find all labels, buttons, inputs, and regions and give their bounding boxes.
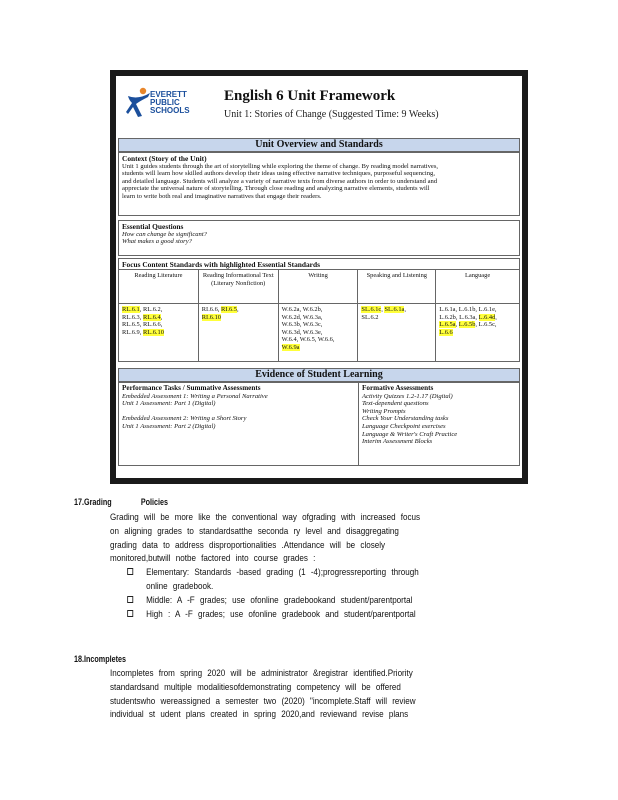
context-line: learn to write both real and imaginative narratives that engage their readers. xyxy=(122,192,322,200)
incompletes-line: studentswho wereassigned a semester two (2020) "incomplete.Staff will review xyxy=(110,694,416,706)
grading-line: on aligning grades to standardsatthe seconda ry level and disaggregating xyxy=(110,524,399,536)
performance-line: Embedded Assessment 1: Writing a Personal Narrative xyxy=(122,392,268,400)
context-box xyxy=(118,152,520,216)
incompletes-title: 18.Incompletes xyxy=(74,654,127,664)
logo-line-1: EVERETT xyxy=(150,90,187,99)
grading-title-number: 17.Grading xyxy=(74,497,112,507)
standard-highlighted: L.6.4d xyxy=(478,313,496,321)
bullet-continuation xyxy=(127,579,420,593)
standard: , L.6.5c, xyxy=(475,321,497,329)
formative-assessments xyxy=(359,383,519,465)
standard-highlighted: SL.6.1c xyxy=(361,306,382,313)
context-line: and detailed language. Students will analyze a variety of narrative texts from diverse authors in order to understand and xyxy=(122,177,438,185)
framework-page xyxy=(116,76,522,478)
performance-line: Unit 1 Assessment: Part 1 (Digital) xyxy=(122,400,216,408)
bullet-text: High : A -F grades; use ofonline gradebook and student/parentportal xyxy=(146,607,416,619)
formative-line: Check Your Understanding tasks xyxy=(362,415,449,423)
bullet-text: online gradebook. xyxy=(146,579,214,591)
performance-line: Unit 1 Assessment: Part 2 (Digital) xyxy=(122,422,216,430)
standard: RL.6.5, RL.6.6, xyxy=(122,321,163,329)
checkbox-bullet-icon xyxy=(127,568,133,575)
bullet-elementary xyxy=(127,565,420,579)
cell-ri xyxy=(198,304,278,362)
assessments-box xyxy=(118,382,520,466)
logo-line-3: SCHOOLS xyxy=(150,106,190,115)
standard-highlighted: L.6.5a xyxy=(439,321,456,329)
performance-line xyxy=(122,408,355,416)
performance-line: Embedded Assessment 2: Writing a Short Story xyxy=(122,415,247,423)
performance-heading: Performance Tasks / Summative Assessments xyxy=(122,384,261,392)
incompletes-body xyxy=(110,666,416,721)
overview-header: Unit Overview and Standards xyxy=(118,138,520,152)
context-line: appreciate the universal nature of storytelling. Through close reading and analyzing narrative elements, students will xyxy=(122,185,430,193)
incompletes-line: individual st udent plans created in spring 2020,and reviewand revise plans xyxy=(110,708,409,720)
checkbox-bullet-icon xyxy=(127,596,133,603)
standard: , xyxy=(381,306,385,313)
col-reading-informational: Reading Informational Text (Literary Nonfiction) xyxy=(198,270,278,304)
formative-line: Interim Assessment Blocks xyxy=(362,438,433,446)
standard: L.6.2b, L.6.3a, xyxy=(439,313,479,321)
grading-bullets xyxy=(110,565,420,620)
essential-questions-box xyxy=(118,220,520,256)
framework-subtitle: Unit 1: Stories of Change (Suggested Time: 9 Weeks) xyxy=(224,109,439,120)
eq-line: What makes a good story? xyxy=(122,238,192,246)
standard: W.6.2d, W.6.3a, xyxy=(281,313,323,321)
standard: L.6.1a, L.6.1b, L.6.1e, xyxy=(439,306,497,313)
eq-line: How can change be significant? xyxy=(122,230,207,238)
context-line: Unit 1 guides students through the art of storytelling while exploring the theme of change. By reading model narratives, xyxy=(122,162,439,170)
framework-image xyxy=(110,70,528,484)
evidence-header: Evidence of Student Learning xyxy=(118,368,520,382)
formative-line: Activity Quizzes 1.2-1.17 (Digital) xyxy=(362,392,453,400)
col-language: Language xyxy=(436,270,520,304)
formative-heading: Formative Assessments xyxy=(362,384,434,392)
col-speaking-listening: Speaking and Listening xyxy=(358,270,436,304)
performance-tasks xyxy=(119,383,359,465)
standard: W.6.2a, W.6.2b, xyxy=(281,306,323,313)
standard-highlighted: SL.6.1a xyxy=(384,306,405,313)
grading-title-word: Policies xyxy=(140,497,169,507)
logo-wordmark xyxy=(150,91,190,115)
standard-highlighted: L.6.5b xyxy=(458,321,476,329)
school-logo xyxy=(124,86,216,126)
grading-line: monitored,butwill notbe factored into course grades : xyxy=(110,552,316,564)
col-reading-literature: Reading Literature xyxy=(119,270,199,304)
standard-highlighted: RL.6.1 xyxy=(122,306,140,313)
standard: , xyxy=(236,306,239,313)
standard-highlighted: RI.6.5 xyxy=(220,306,237,313)
standard: , RL.6.2, xyxy=(139,306,163,313)
standard-highlighted: RI.6.10 xyxy=(201,313,221,321)
standard: , xyxy=(455,321,459,329)
framework-title: English 6 Unit Framework xyxy=(224,88,396,104)
grading-line: Grading will be more like the conventional way ofgrading with increased focus xyxy=(110,511,421,522)
grading-body xyxy=(110,510,420,620)
formative-line: Language Checkpoint exercises xyxy=(362,422,446,430)
bullet-middle xyxy=(127,593,420,607)
formative-line: Writing Prompts xyxy=(362,407,406,415)
standard: W.6.3b, W.6.3c, xyxy=(281,321,323,329)
standard: , xyxy=(404,306,406,313)
cell-writing xyxy=(278,304,358,362)
bullet-high xyxy=(127,607,420,621)
cell-rl xyxy=(119,304,199,362)
context-heading: Context (Story of the Unit) xyxy=(122,154,207,163)
standard: , xyxy=(160,313,163,321)
incompletes-line: standardsand multiple modalitiesofdemonstrating competency will be offered xyxy=(110,680,401,692)
standard: W.6.3d, W.6.3e, xyxy=(281,328,323,336)
standard: RL.6.9, xyxy=(122,328,143,336)
eq-heading: Essential Questions xyxy=(122,222,184,231)
standard-highlighted: W.6.9a xyxy=(281,343,300,351)
standard: , xyxy=(495,313,497,321)
standard-highlighted: RL.6.10 xyxy=(142,328,164,336)
standard: RL.6.3, xyxy=(122,313,143,321)
standard-highlighted: L.6.6 xyxy=(439,328,453,336)
standards-heading: Focus Content Standards with highlighted Essential Standards xyxy=(118,258,520,269)
bullet-text: Elementary: Standards -based grading (1 -4);progressreporting through xyxy=(146,566,419,578)
logo-line-2: PUBLIC xyxy=(150,98,180,107)
checkbox-bullet-icon xyxy=(127,610,133,617)
standard-highlighted: RL.6.4 xyxy=(142,313,161,321)
formative-line: Language & Writer's Craft Practice xyxy=(362,430,458,438)
bullet-text: Middle: A -F grades; use ofonline gradebookand student/parentportal xyxy=(146,593,413,605)
formative-line: Text-dependent questions xyxy=(362,400,429,408)
cell-language xyxy=(436,304,520,362)
grading-line: grading data to address disproportionalities .Attendance will be closely xyxy=(110,538,386,550)
standard: RI.6.6, xyxy=(201,306,221,313)
standard: W.6.4, W.6.5, W.6.6, xyxy=(281,336,335,344)
col-writing: Writing xyxy=(278,270,358,304)
standards-table xyxy=(118,269,520,362)
incompletes-line: Incompletes from spring 2020 will be administrator &registrar identified.Priority xyxy=(110,667,413,678)
grading-title xyxy=(74,497,168,507)
standard: SL.6.2 xyxy=(361,313,379,321)
cell-speaking-listening xyxy=(358,304,436,362)
context-line: students will learn how skilled authors develop their ideas using effective narrative techniques, purposeful sequencing, xyxy=(122,170,435,178)
